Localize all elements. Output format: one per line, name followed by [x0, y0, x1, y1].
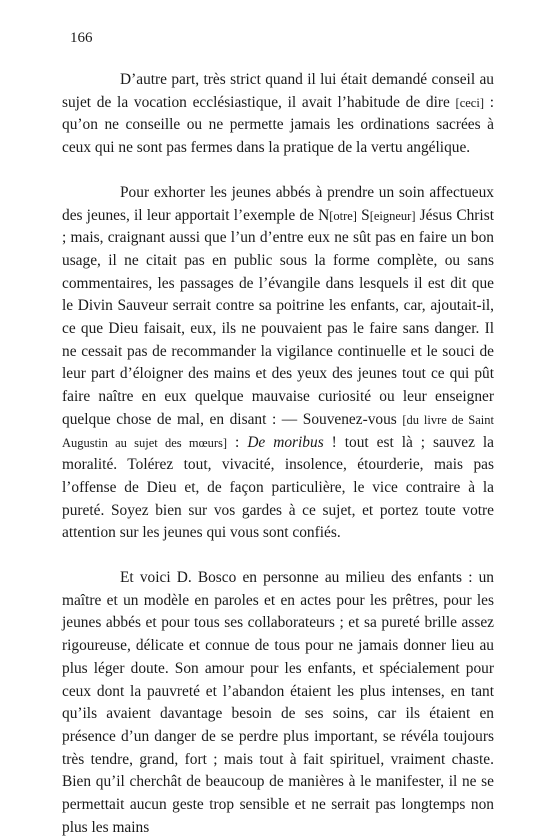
text-run: :: [227, 433, 248, 451]
text-run: Pour exhorter les jeunes abbés à prendre un soin affectueux des jeunes, il leur apportait l’exemple de N: [62, 183, 494, 224]
editorial-insertion: [eigneur]: [369, 208, 416, 223]
latin-title: De moribus: [247, 433, 324, 451]
text-run: S: [356, 206, 370, 224]
editorial-insertion: [ceci]: [455, 95, 484, 110]
text-run: D’autre part, très strict quand il lui était demandé conseil au sujet de la vocation ecclésiastique, il avait l’habitude de dire: [62, 71, 494, 111]
text-run: Et voici D. Bosco en personne au milieu des enfants : un maître et un modèle en paroles et en actes pour les prêtres, pour les jeunes abbés et pour tous ses collaborateurs ; et sa pureté brille assez rigoureuse, délicate et connue de tous pour ne jamais donner lieu au plus léger doute. Son amour pour les enfants, et spécialement pour ceux dont la pauvreté et l’abandon étaient les plus intenses, en tant qu’ils avaient davantage besoin de ses soins, car ils étaient en présence d’un danger de se perdre plus important, se révéla toujours très tendre, grand, fort ; mais tout à fait spirituel, vraiment chaste. Bien qu’il cherchât de beaucoup de manières à le manifester, il ne se permettait aucun geste trop sensible et ne serrait pas longtemps non plus les mains: [62, 569, 494, 836]
editorial-insertion: [otre]: [329, 208, 357, 223]
paragraph-2: [62, 182, 494, 545]
text-run: Jésus Christ ; mais, craignant aussi que l’un d’entre eux ne sût pas en faire un bon usage, il ne citait pas en public sous la forme complète, ou sans commentaires, les passages de l’évangile dans lesquels il est dit que le Divin Sauveur serrait contre sa poitrine les enfants, car, ajoutait-il, ce que Dieu faisait, eux, ils ne pouvaient pas le faire sans danger. Il ne cessait pas de recommander la vigilance continuelle et le souci de leur part d’éloigner des mains et des yeux des jeunes tout ce qui pût faire naître en eux quelque mauvaise curiosité ou leur enseigner quelque chose de mal, en disant : — Souvenez-vous: [62, 206, 494, 428]
text-run: ! tout est là ; sauvez la moralité. Tolérez tout, vivacité, insolence, étourderie, mais pas l’offense de Dieu et, de façon particulière, le vice contraire à la pureté. Soyez bien sur vos gardes à ce sujet, et portez toute votre attention sur les jeunes qui vous sont confiés.: [62, 433, 494, 542]
page-number: 166: [70, 30, 93, 46]
body-text: [62, 69, 494, 840]
paragraph-3: [62, 567, 494, 839]
paragraph-1: [62, 69, 494, 160]
text-run: : qu’on ne conseille ou ne permette jamais les ordinations sacrées à ceux qui ne sont pas fermes dans la pratique de la vertu angélique.: [62, 93, 494, 157]
editorial-insertion: [du livre de Saint Augustin au sujet des mœurs]: [62, 412, 494, 450]
